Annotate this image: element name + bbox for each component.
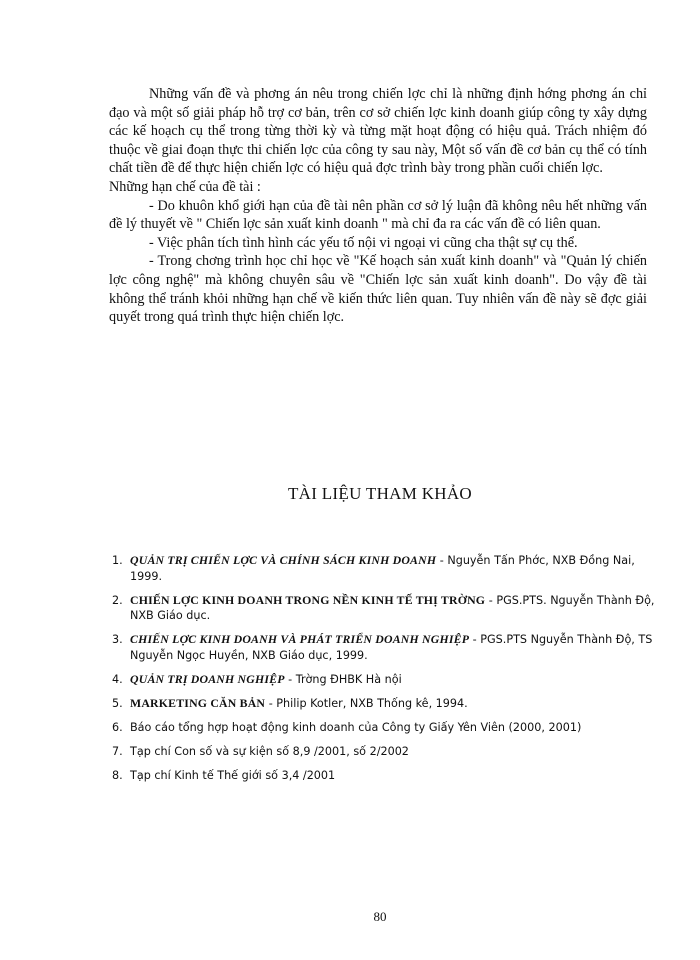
- reference-details: - Nguyễn Tấn Phớc, NXB Đồng Nai, 1999.: [130, 554, 635, 583]
- reference-number: 7.: [112, 744, 123, 758]
- reference-item: [112, 593, 667, 624]
- reference-number: 8.: [112, 768, 123, 782]
- reference-title: CHIẾN LỢC KINH DOANH TRONG NỀN KINH TẾ THỊ TRỜNG: [130, 592, 486, 607]
- reference-details: - PGS.PTS. Nguyễn Thành Độ, NXB Giáo dục.: [130, 593, 655, 622]
- reference-item: [112, 632, 667, 663]
- paragraph: - Việc phân tích tình hình các yếu tố nội vi ngoại vi cũng cha thật sự cụ thể.: [149, 234, 578, 251]
- page-number: 80: [373, 909, 387, 924]
- reference-details: - Trờng ĐHBK Hà nội: [284, 672, 402, 686]
- reference-details: Báo cáo tổng hợp hoạt động kinh doanh của Công ty Giấy Yên Viên (2000, 2001): [130, 720, 582, 734]
- reference-details: - PGS.PTS Nguyễn Thành Độ, TS Nguyễn Ngọc Huyền, NXB Giáo dục, 1999.: [130, 633, 653, 662]
- reference-number: 2.: [112, 593, 123, 607]
- limitations-heading: Những hạn chế của đề tài :: [109, 178, 261, 195]
- reference-number: 5.: [112, 696, 123, 710]
- reference-details: - Philip Kotler, NXB Thống kê, 1994.: [265, 696, 468, 710]
- reference-number: 3.: [112, 633, 123, 646]
- references-title: TÀI LIỆU THAM KHẢO: [287, 484, 473, 503]
- paragraph: - Do khuôn khổ giới hạn của đề tài nên phần cơ sở lý luận đã không nêu hết những vấn đề lý thuyết về " Chiến lợc sản xuất kinh doanh " mà chỉ đa ra các vấn đề có liên quan.: [109, 197, 647, 233]
- reference-details: Tạp chí Kinh tế Thế giới số 3,4 /2001: [130, 768, 336, 782]
- reference-item: [112, 672, 667, 688]
- reference-item: [112, 720, 667, 736]
- reference-number: 1.: [112, 554, 123, 567]
- reference-item: [112, 768, 667, 784]
- reference-number: 4.: [112, 672, 123, 686]
- paragraph: - Trong chơng trình học chỉ học về "Kế hoạch sản xuất kinh doanh" và "Quản lý chiến lợc công nghệ" mà không chuyên sâu về "Chiến lợc sản xuất kinh doanh". Do vậy đề tài không thể tránh khỏi những hạn chế về kiến thức liên quan. Tuy nhiên vấn đề này sẽ đợc giải quyết trong quá trình thực hiện chiến lợc.: [109, 253, 647, 326]
- reference-item: [112, 744, 667, 760]
- reference-title: QUẢN TRỊ CHIẾN LỢC VÀ CHÍNH SÁCH KINH DOANH: [130, 553, 437, 567]
- references-list: [112, 553, 667, 792]
- reference-title: MARKETING CĂN BẢN: [130, 695, 266, 710]
- reference-details: Tạp chí Con số và sự kiện số 8,9 /2001, số 2/2002: [130, 744, 409, 758]
- paragraph: Những vấn đề và phơng án nêu trong chiến lợc chỉ là những định hớng phơng án chỉ đạo và một số giải pháp hỗ trợ cơ bản, trên cơ sở chiến lợc kinh doanh giúp công ty xây dựng các kế hoạch cụ thể trong từng thời kỳ và từng mặt hoạt động có hiệu quả. Trách nhiệm đó thuộc về giai đoạn thực thi chiến lợc của công ty sau này, Một số vấn đề cơ bản cụ thể có tính chất tiền đề để thực hiện chiến lợc có hiệu quả đợc trình bày trong phần cuối chiến lợc.: [109, 86, 647, 177]
- reference-title: CHIẾN LỢC KINH DOANH VÀ PHÁT TRIỂN DOANH NGHIỆP: [130, 632, 470, 646]
- reference-number: 6.: [112, 720, 123, 734]
- reference-item: [112, 696, 667, 712]
- conclusion-body: [109, 85, 647, 327]
- reference-item: [112, 553, 667, 584]
- reference-title: QUẢN TRỊ DOANH NGHIỆP: [130, 671, 285, 686]
